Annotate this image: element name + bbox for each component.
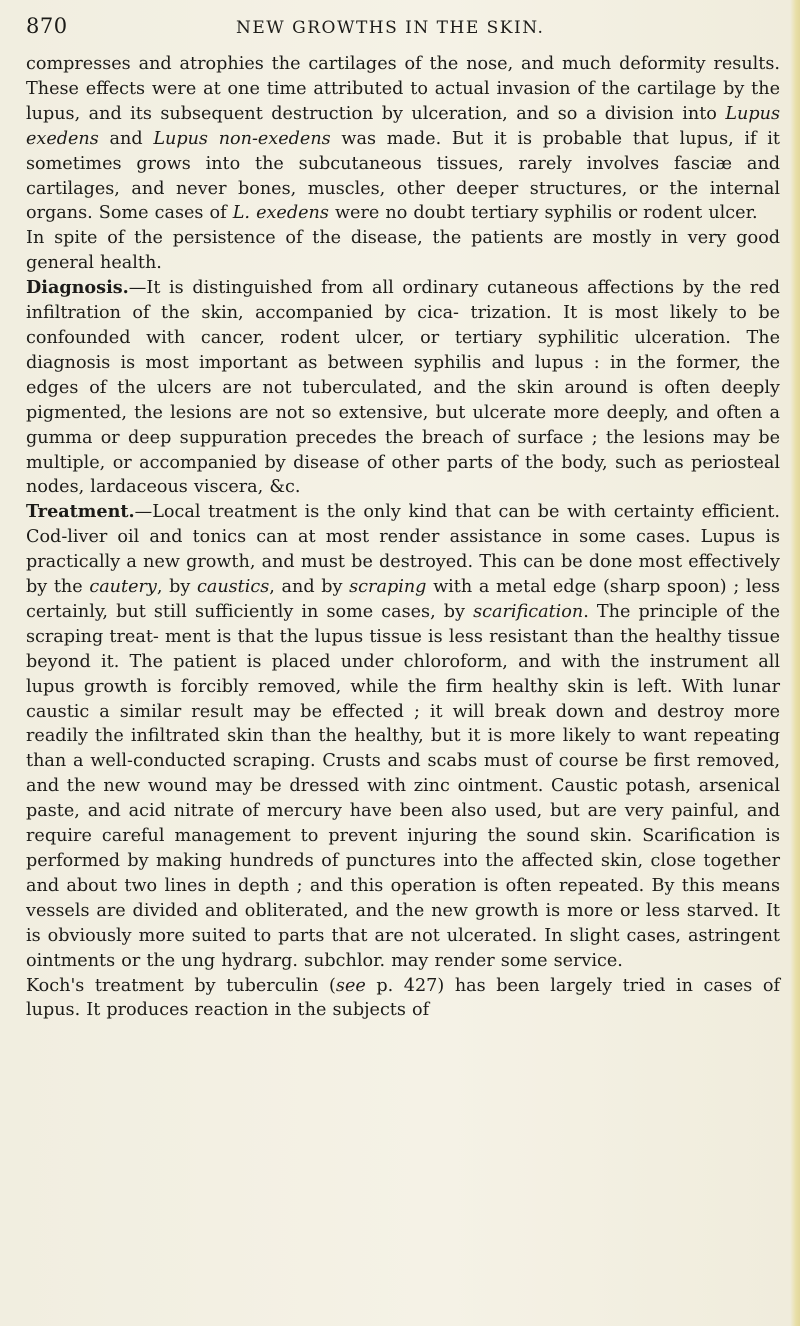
paragraph	[26, 500, 780, 973]
text-run: and	[98, 128, 154, 149]
italic-text: cautery	[89, 577, 157, 598]
text-run: —Local treatment is the only kind that can be with certainty efficient. Cod-liver oil and tonics can at most render assistance in some cases. Lupus is practically a new growth, and must be destroyed. This can be done most effectively by the	[26, 502, 780, 598]
text-run: p. 427) has been largely tried in cases of lupus. It produces reaction in the subjects of	[26, 975, 781, 1021]
paragraph	[26, 974, 780, 1024]
paragraph	[26, 276, 780, 500]
text-run: , by	[156, 577, 197, 598]
paragraph	[26, 52, 780, 226]
text-run: —It is distinguished from all ordinary cutaneous affections by the red infiltration of the skin, accompanied by cica- trization. It is most likely to be confounded with cancer, rodent ulcer, or tertiary syphilitic ulceration. The diagnosis is most important as between syphilis and lupus : in the former, the edges of the ulcers are not tuberculated, and the skin around is often deeply pigmented, the lesions are not so extensive, but ulcerate more deeply, and often a gumma or deep suppuration precedes the breach of surface ; the lesions may be multiple, or accompanied by disease of other parts of the body, such as periosteal nodes, lardaceous viscera, &c.	[26, 278, 780, 498]
section-run-head: Treatment.	[26, 501, 135, 523]
italic-text: Lupus exedens	[26, 103, 780, 149]
italic-text: see	[335, 975, 366, 996]
page-header	[26, 0, 780, 52]
paragraph	[26, 226, 780, 276]
italic-text: caustics	[196, 577, 270, 598]
page-number: 870	[26, 14, 68, 38]
page-edge	[790, 0, 800, 1326]
italic-text: L. exedens	[232, 203, 329, 224]
text-run: Koch's treatment by tuberculin (	[26, 975, 336, 996]
body-text	[26, 52, 780, 1023]
text-run: were no doubt tertiary syphilis or rodent ulcer.	[328, 203, 758, 224]
italic-text: scraping	[349, 577, 427, 598]
italic-text: scarification	[473, 601, 584, 622]
running-title: NEW GROWTHS IN THE SKIN.	[236, 18, 545, 38]
text-run: compresses and atrophies the cartilages of the nose, and much deformity results. These effects were at one time attributed to actual invasion of the cartilage by the lupus, and its subsequent destruction by ulceration, and so a division into	[26, 54, 780, 124]
section-run-head: Diagnosis.	[26, 277, 129, 299]
text-run: , and by	[269, 577, 350, 598]
text-run: In spite of the persistence of the disease, the patients are mostly in very good general health.	[26, 228, 780, 274]
text-run: was made. But it is probable that lupus, if it sometimes grows into the subcutaneous tissues, rarely involves fasciæ and cartilages, and never bones, muscles, other deeper structures, or the internal organs. Some cases of	[26, 128, 780, 224]
italic-text: Lupus non-exedens	[153, 128, 331, 149]
text-run: with a metal edge (sharp spoon) ; less certainly, but still sufficiently in some cases, by	[26, 577, 781, 622]
text-run: . The principle of the scraping treat- ment is that the lupus tissue is less resistant than the healthy tissue beyond it. The patient is placed under chloroform, and with the instrument all lupus growth is forcibly removed, while the firm healthy skin is left. With lunar caustic a similar result may be effected ; it will break down and destroy more readily the infiltrated skin than the healthy, but it is more likely to want repeating than a well-conducted scraping. Crusts and scabs must of course be first removed, and the new wound may be dressed with zinc ointment. Caustic potash, arsenical paste, and acid nitrate of mercury have been also used, but are very painful, and require careful management to prevent injuring the sound skin. Scarification is performed by making hundreds of punctures into the affected skin, close together and about two lines in depth ; and this operation is often repeated. By this means vessels are divided and obliterated, and the new growth is more or less starved. It is obviously more suited to parts that are not ulcerated. In slight cases, astringent ointments or the ung hydrarg. subchlor. may render some service.	[26, 601, 780, 971]
